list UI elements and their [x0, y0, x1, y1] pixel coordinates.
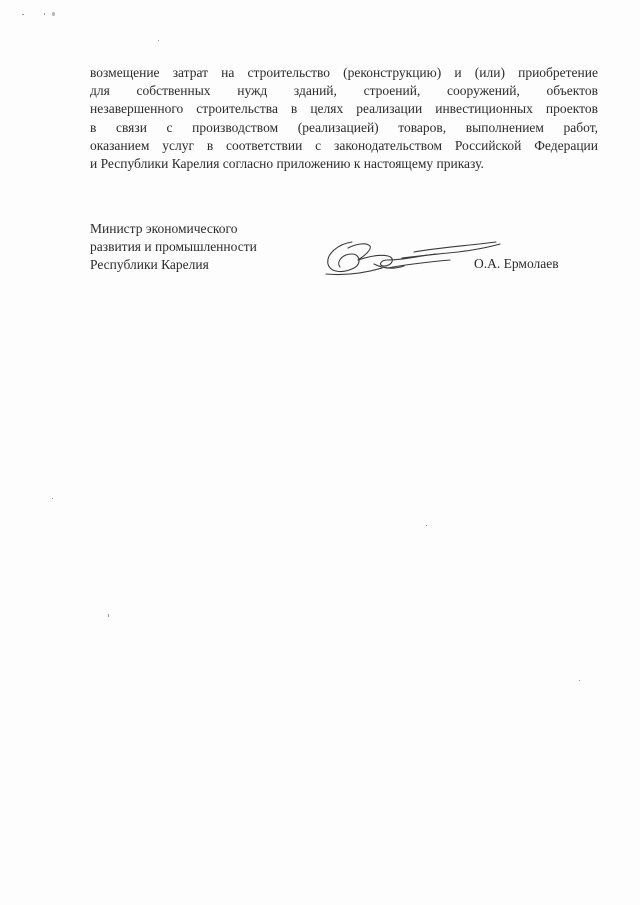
signer-title: [90, 220, 257, 274]
order-paragraph: [90, 64, 598, 173]
scan-speck: [52, 498, 53, 499]
scan-speck: [22, 14, 24, 15]
scan-speck: [579, 680, 580, 681]
scan-speck: [158, 40, 159, 41]
scan-speck: [44, 13, 45, 15]
paragraph-line: в связи с производством (реализацией) товаров, выполнением работ,: [90, 119, 598, 135]
scan-speck: [108, 614, 109, 617]
scan-speck: [426, 525, 427, 526]
signer-title-line: развития и промышленности: [90, 239, 257, 254]
paragraph-line: возмещение затрат на строительство (реконструкцию) и (или) приобретение: [90, 65, 598, 80]
signer-name: О.А. Ермолаев: [474, 256, 559, 271]
scan-speck: [52, 12, 55, 16]
signer-title-line: Министр экономического: [90, 221, 238, 236]
paragraph-line: незавершенного строительства в целях реализации инвестиционных проектов: [90, 101, 598, 117]
signer-title-line: Республики Карелия: [90, 257, 209, 272]
paragraph-line: и Республики Карелия согласно приложению к настоящему приказу.: [90, 156, 484, 172]
paragraph-line: для собственных нужд зданий, строений, сооружений, объектов: [90, 83, 598, 99]
paragraph-line: оказанием услуг в соответствии с законодательством Российской Федерации: [90, 137, 598, 153]
